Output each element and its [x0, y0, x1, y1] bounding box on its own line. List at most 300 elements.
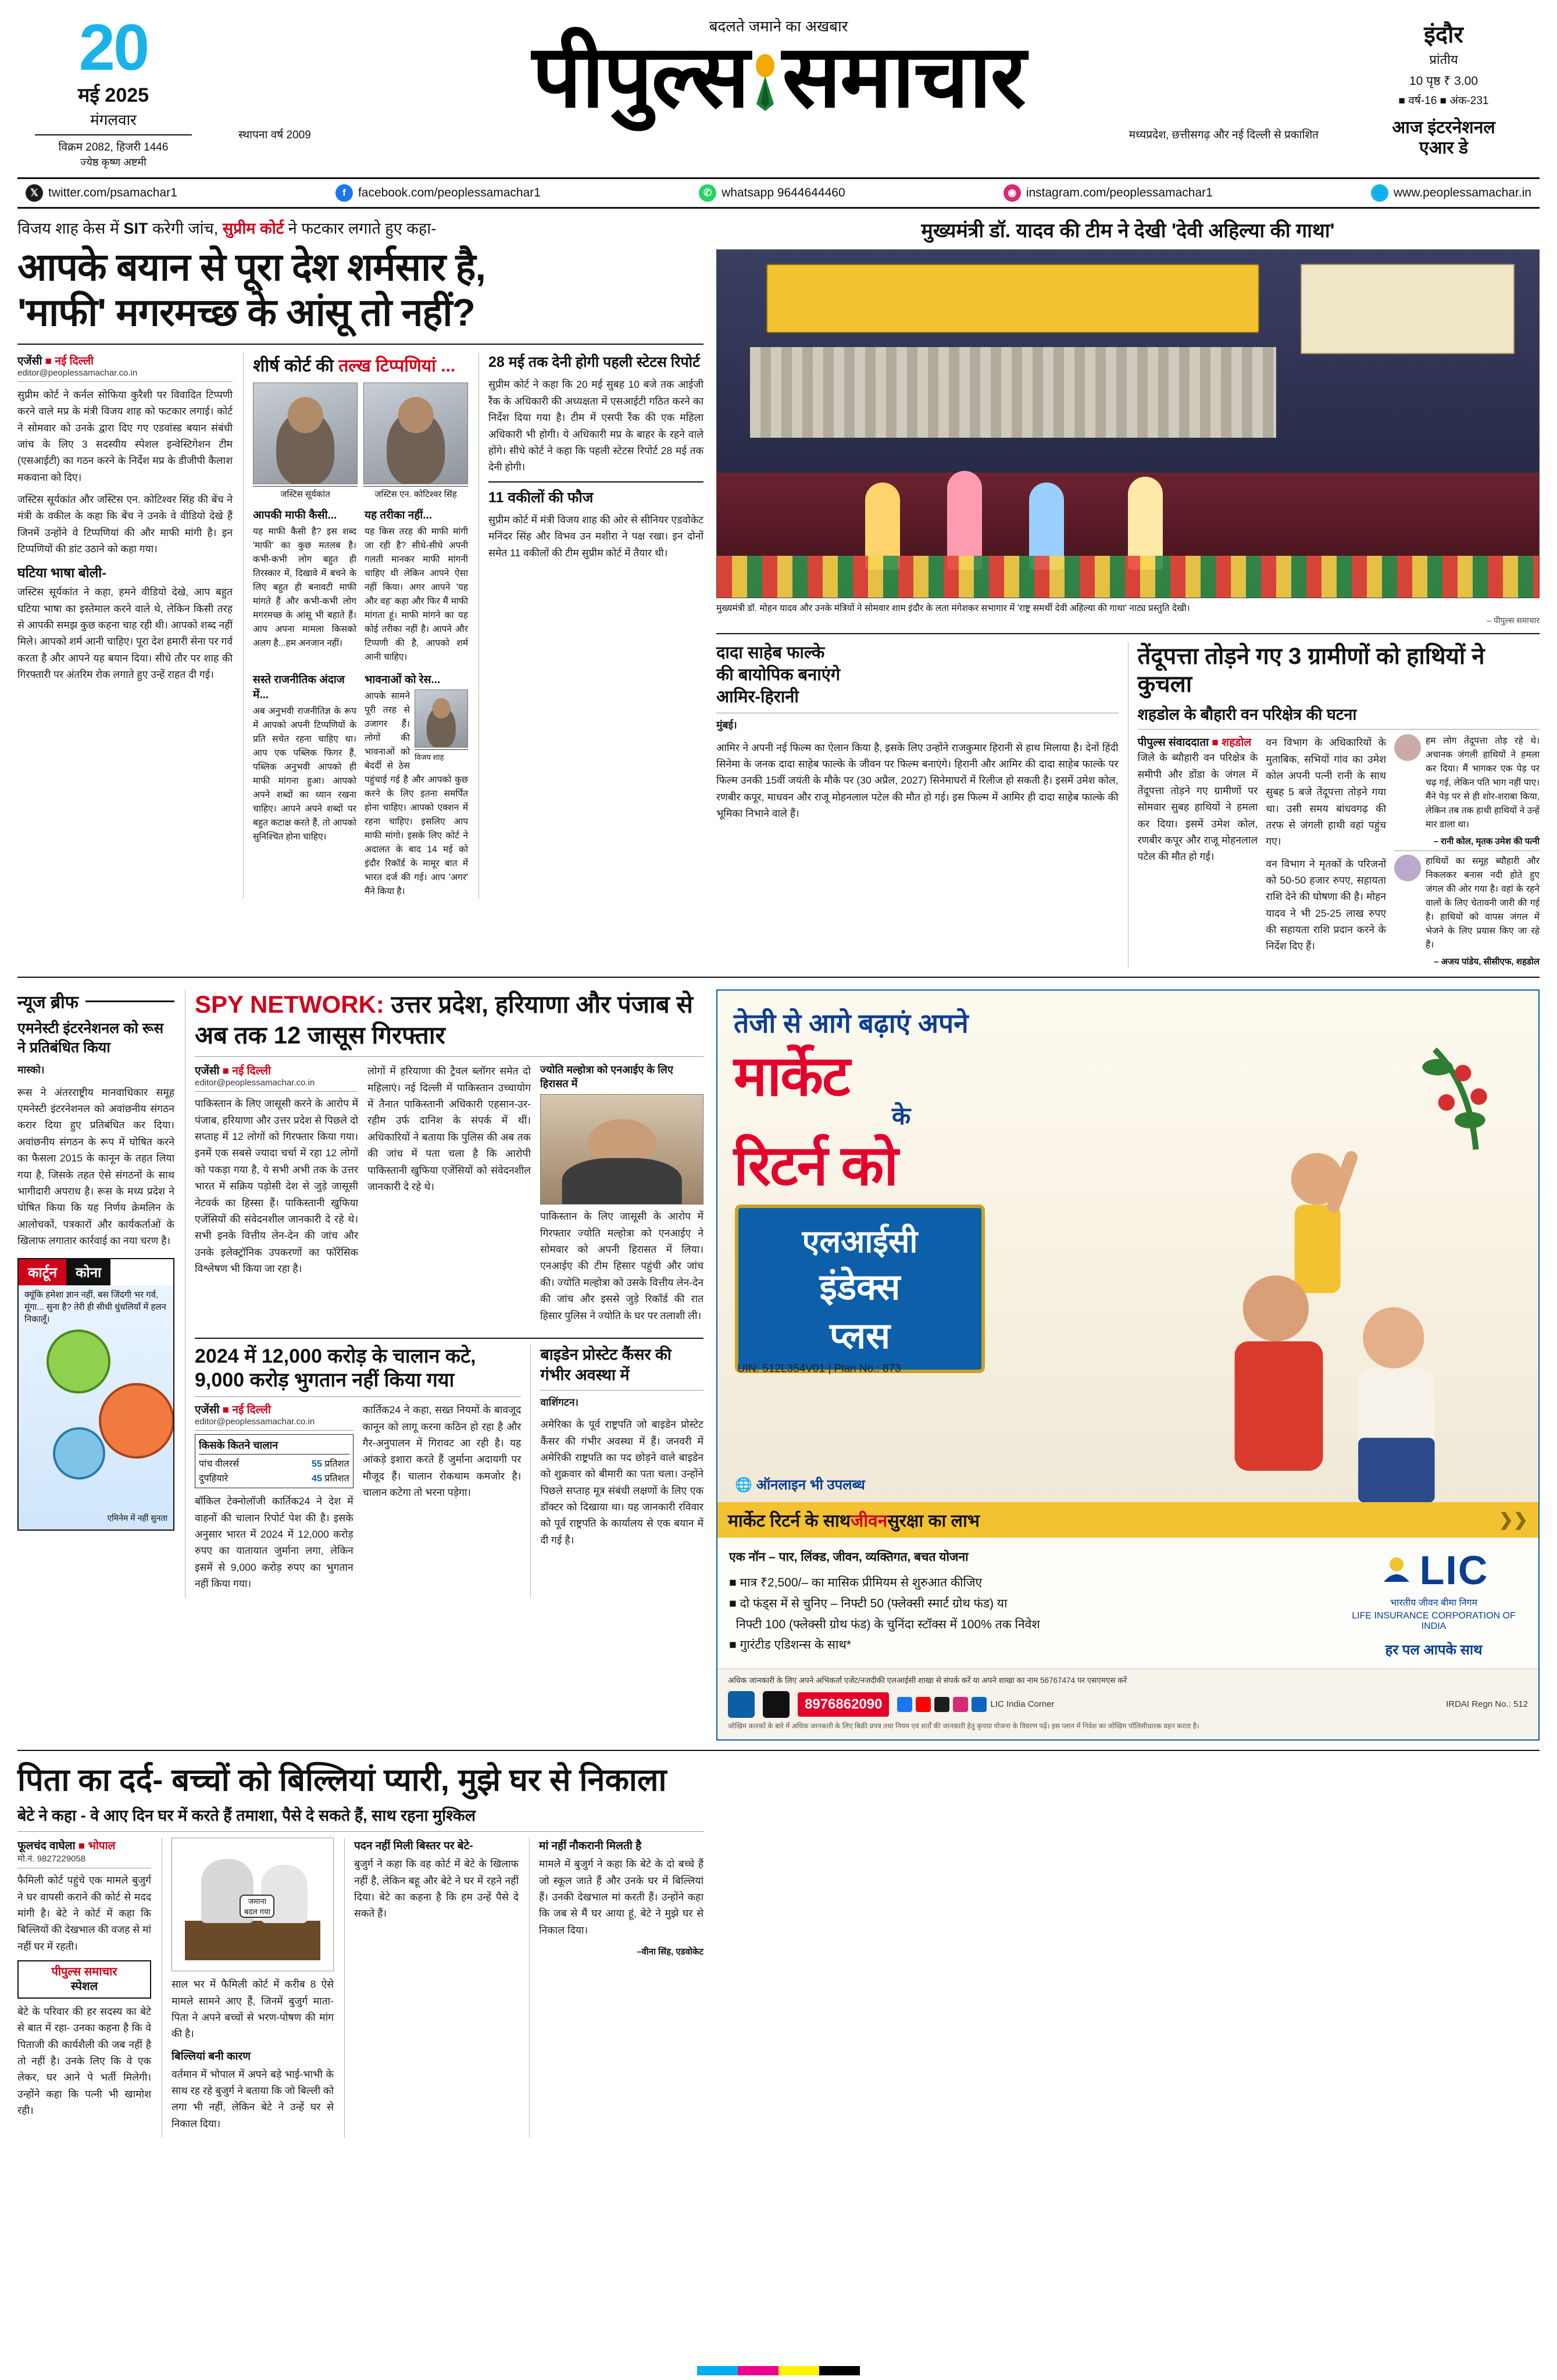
father-body-5	[539, 1856, 703, 1938]
divider	[17, 1831, 703, 1832]
ad-return-word: रिटर्न को	[734, 1135, 898, 1198]
divider	[1394, 850, 1540, 851]
elephants-body-1	[1138, 749, 1258, 864]
lead-byline-agency: एजेंसी	[17, 355, 42, 367]
elephants-col-1	[1138, 734, 1258, 967]
today-special	[1348, 118, 1540, 158]
biden-byline: वाशिंगटन।	[540, 1396, 579, 1409]
elephants-quote-2-text: हाथियों का समूह ब्यौहारी और निकलकर बनास नदी होते हुए जंगल की ओर गया है। वहां के रहने वालों के लिए चेतावनी जारी की गई है। हाथियों को वापस जंगल में भेजने के लिए प्रयास किए जा रहे हैं।	[1426, 856, 1540, 950]
twitter-icon[interactable]	[934, 1697, 949, 1712]
news-brief-body	[17, 1062, 174, 1249]
challan-body-2	[363, 1402, 522, 1500]
lead-text-column	[17, 353, 233, 899]
court-quote-2	[365, 507, 468, 664]
news-brief-story-head: एमनेस्टी इंटरनेशनल को रूस ने प्रतिबंधित किया	[17, 1020, 164, 1056]
father-subhead-1: बिल्लियां बनी कारण	[172, 2050, 251, 2063]
father-text-4: बेटे के परिवार की हर सदस्य का बेटे से बात में रहा- उनका कहना है कि वे पिताजी की कार्यशैली की जब नहीं है तो नहीं है। उनके लिए कि वे एक लेकर, घर आने पे भर्ती मिलेगी। उन्होंने कहा कि पत्नी भी खामोश रही।	[17, 2005, 151, 2116]
biden-text: अमेरिका के पूर्व राष्ट्रपति जो बाइडेन प्रोस्टेट कैंसर की गंभीर अवस्था में हैं। जनवरी में अमेरिकी राष्ट्रपति का पद छोड़ने वाले बाइडेन को शुक्रवार को बीमारी का पता चला। उन्होंने पिछले सप्ताह मूत्र संबंधी लक्षणों के लिए एक डॉक्टर को दिखाया था। यह जानकारी रविवार को पूर्व राष्ट्रपति के कार्यालय से एक बयान में दी गई है।	[540, 1418, 703, 1546]
father-mobile: मो.नं. 9827229058	[17, 1854, 86, 1864]
lic-logo-row	[1341, 1547, 1527, 1593]
special-stamp-line2: स्पेशल	[70, 1979, 98, 1993]
biden-block	[530, 1345, 703, 1598]
biden-body	[540, 1394, 703, 1548]
lead-headline	[17, 245, 703, 335]
linkedin-icon[interactable]	[972, 1697, 987, 1712]
pages-and-price: 10 पृष्ठ ₹ 3.00	[1409, 74, 1479, 88]
ad-bullet-3: गुारंटीड एडिशन्स के साथ*	[740, 1638, 852, 1652]
cm-event-photo	[716, 249, 1540, 598]
divider	[195, 1396, 521, 1397]
lead-body-p1: सुप्रीम कोर्ट ने कर्नल सोफिया कुरैशी पर विवादित टिप्पणी करने वाले मप्र के मंत्री विजय शाह को फटकार लगाई। कोर्ट ने सोमवार को उनके द्वारा दिए गए एडवांस्ड बयान संबंधी जांच के लिए 3 सदस्यीय स्पेशल इन्वेस्टिगेशन टीम (एसआईटी) का गठन करने के निर्देश मप्र के डीजीपी कैलाश मकवाना को दिए।	[17, 388, 233, 483]
list-item: ■ गुारंटीड एडिशन्स के साथ*	[729, 1638, 852, 1652]
father-columns	[17, 1838, 703, 2138]
cartoon-header	[19, 1259, 173, 1285]
spy-body-2	[367, 1063, 531, 1195]
lead-body-p3: जस्टिस सूर्यकांत ने कहा, हमने वीडियो देखे, आप बहुत घटिया भाषा का इस्तेमाल करने वाले थे, लेकिन किसी तरह से आपकी समझ कुछ कहना चाह रही थी। आपको शब्द नहीं मिले। आपको शर्म आनी चाहिए। पूरा देश हमारी सेना पर गर्व करता है और आपने यह बयान दिया। सीधे तौर पर शाह की गिरफ्तारी पर अंतरिम रोक लगाते हुए उन्हें राहत दी गई।	[17, 586, 233, 681]
elephants-byline-agency: पीपुल्स संवाददाता	[1137, 737, 1209, 749]
masthead-date-block	[17, 11, 209, 169]
divider	[1138, 729, 1540, 730]
dada-saheb-text: आमिर ने अपनी नई फिल्म का ऐलान किया है, इसके लिए उन्होंने राजकुमार हिरानी से हाथ मिलाया है। देनों हिंदी सिनेमा के जनक दादा साहेब फाल्के के जीवन पर फिल्म बनाएंगे। हिरानी और आमिर की दादा साहेब फाल्के पर फिल्म उनकी 15वीं जयंती के मौके पर (30 अप्रैल, 2027) सिनेमाघरों में रिलीज हो सकती है। इसमें उमेश कोल, रणबीर कपूर, माधवन और राजू मोहनलाल पटेल की मौत हो गई। इस फिल्म में आमिर ही दादा साहेब फाल्के की भूमिका निभाने वाले हैं।	[716, 741, 1119, 820]
facebook-icon[interactable]	[897, 1697, 912, 1712]
ad-strip-red: जीवन	[850, 1511, 888, 1531]
father-body-1	[17, 1872, 151, 1954]
challan-table	[195, 1434, 353, 1488]
lead-kicker-3: ने फटकार लगाते हुए कहा-	[284, 219, 437, 237]
ad-phone-number[interactable]: 8976862090	[798, 1692, 889, 1717]
status-report-block	[478, 353, 703, 899]
divider	[85, 1000, 174, 1002]
lead-kicker-1: विजय शाह केस में	[17, 219, 124, 237]
virus-shape	[53, 1427, 105, 1480]
elephants-byline-location: शहडोल	[1222, 737, 1252, 749]
ad-container	[716, 989, 1540, 1741]
editions-line: मध्यप्रदेश, छत्तीसगढ़ और नई दिल्ली से प्रकाशित	[1129, 129, 1319, 141]
chevron-right-icon: ❯❯	[1498, 1510, 1528, 1530]
color-registration-bar	[697, 2366, 860, 2375]
court-quotes-row-2	[253, 671, 468, 899]
father-byline-author: फूलचंद वाघेला	[17, 1840, 76, 1853]
lead-body	[17, 387, 233, 557]
cartoon-caption: क्यूंकि हमेशा ज्ञान नहीं, बस जिंदगी भर गर्व, मूंगा... सुना है? तेरी ही सीधी धुंधलियाँ में हलन निकालूँ।	[24, 1290, 166, 1325]
dada-saheb-head-2: की बायोपिक बनाएंगे	[716, 665, 841, 684]
father-byline-location: भोपाल	[88, 1840, 116, 1853]
dada-saheb-story	[716, 642, 1119, 967]
masthead-meta	[215, 127, 1342, 142]
divider	[488, 481, 703, 483]
elephants-head: तेंदूपत्ता तोड़ने गए 3 ग्रामीणों को हाथियों ने कुचला	[1137, 644, 1485, 698]
mid-left-column	[17, 989, 703, 1741]
cm-photo-caption: मुख्यमंत्री डॉ. मोहन यादव और उनके मंत्रियों ने सोमवार शाम इंदौर के लता मंगेशकर सभागार में 'राष्ट्र समर्थी देवी अहिल्या की गाथा' नाट्य प्रस्तुति देखी।	[716, 603, 1190, 613]
elephants-deck: शहडोल के बौहारी वन परिक्षेत्र की घटना	[1137, 706, 1357, 724]
today-special-line2: एआर डे	[1419, 138, 1468, 158]
challan-row-1-label: दुपहियारे	[199, 1474, 228, 1484]
lead-kicker	[17, 218, 703, 239]
minister-name: विजय शाह	[415, 749, 468, 762]
ad-uin-plan: UIN: 512L354V01 | Plan No.: 873	[737, 1363, 901, 1375]
challan-row-0-value: 55	[312, 1459, 322, 1470]
news-brief-byline: मास्को।	[17, 1064, 45, 1076]
father-body-3	[172, 2066, 334, 2132]
spy-network-block	[185, 989, 703, 1598]
spy-email: editor@peoplessamachar.co.in	[195, 1078, 315, 1088]
challan-head: 2024 में 12,000 करोड़ के चालान कटे, 9,000 करोड़ भुगतान नहीं किया गया	[195, 1345, 476, 1391]
social-website-label: www.peoplessamachar.in	[1394, 185, 1531, 199]
color-swatch-cyan	[697, 2366, 738, 2375]
challan-table-head: किसके कितने चालान	[199, 1438, 349, 1455]
father-col-3	[344, 1838, 519, 2138]
ad-family-illustration	[1095, 1032, 1538, 1503]
ad-social-icons	[897, 1697, 1054, 1712]
elephants-text-1: जिले के ब्यौहारी वन परिक्षेत्र के समीपी और डोंडा के जंगल में तेंदूपत्ता तोड़ने गए ग्रामीणों पर सोमवार सुबह हाथियों ने हमला कर दिया। इसमें उमेश कोल, रणबीर कपूर और राजू मोहनलाल पटेल की मौत हो गई।	[1137, 752, 1258, 863]
cartoon-tab-1: कार्टून	[19, 1259, 66, 1285]
ad-online-line	[735, 1475, 865, 1494]
court-quote-3-head: सस्ते राजनीतिक अंदाज में...	[253, 674, 345, 702]
elephants-body-2	[1266, 734, 1386, 954]
challan-byline-agency: एजेंसी	[195, 1404, 220, 1417]
masthead-edition-block	[1348, 15, 1540, 158]
spy-col-1	[195, 1063, 358, 1329]
challan-byline: एजेंसी ■ नई दिल्ली	[195, 1404, 271, 1417]
masthead-title-block	[209, 15, 1348, 142]
ad-benefit-strip	[717, 1502, 1538, 1538]
lic-tagline: हर पल आपके साथ	[1385, 1642, 1483, 1659]
ad-bullet-list	[729, 1547, 1331, 1659]
lead-body-2	[17, 584, 233, 682]
father-deck: बेटे ने कहा - वे आए दिन घर में करते हैं तमाशा, पैसे दे सकते हैं, साथ रहना मुश्किल	[17, 1807, 476, 1825]
ad-market-word: मार्केट	[734, 1045, 849, 1108]
social-instagram-label: instagram.com/peoplessamachar1	[1026, 185, 1213, 199]
spy-columns	[195, 1063, 703, 1329]
lic-brand-block	[1341, 1547, 1527, 1659]
ad-badge-line2: इंडेक्स	[819, 1267, 901, 1308]
lawyers-body	[488, 512, 703, 561]
globe-icon: 🌐	[1371, 184, 1388, 202]
instagram-icon[interactable]	[953, 1697, 968, 1712]
father-col-4	[529, 1838, 703, 2138]
challan-biden-row	[195, 1345, 703, 1598]
event-banner	[766, 264, 1259, 334]
spy-col-2	[367, 1063, 531, 1329]
court-quote-1-head: आपकी माफी कैसी...	[253, 509, 337, 521]
dada-saheb-body	[716, 717, 1119, 821]
virus-shape	[99, 1383, 173, 1459]
divider	[540, 1390, 703, 1391]
ad-details	[717, 1538, 1538, 1668]
date-month-year: मई 2025	[77, 84, 149, 106]
lead-subhead: घटिया भाषा बोली-	[17, 565, 106, 581]
spy-byline-location: नई दिल्ली	[232, 1065, 271, 1078]
spy-subhead: ज्योति मल्होत्रा को एनआईए के लिए हिरासत में	[540, 1064, 673, 1090]
ad-bullet-1: दो फंड्स में से चुनिए – निफ्टी 50 (फ्लेक्सी स्मार्ट ग्रोथ फंड) या	[740, 1596, 1008, 1610]
social-instagram[interactable]	[1004, 184, 1213, 202]
elephants-col-2	[1266, 734, 1386, 967]
social-facebook[interactable]	[335, 184, 541, 202]
ad-artwork	[717, 991, 1538, 1502]
tithi: ज्येष्ठ कृष्ण अष्टमी	[80, 156, 147, 168]
elephants-story	[1128, 642, 1540, 967]
father-signature: –वीना सिंह, एडवोकेट	[637, 1946, 703, 1957]
challan-columns	[195, 1402, 521, 1598]
ad-tagline: तेजी से आगे बढ़ाएं अपने	[734, 1008, 969, 1039]
lawyers-text: सुप्रीम कोर्ट में मंत्री विजय शाह की ओर से सीनियर एडवोकेट मनिंदर सिंह और विभव उन मशीरा ने पक्ष रखा। इन दोनों समेत 11 वकीलों की टीम सुप्रीम कोर्ट में तैयार थी।	[488, 514, 703, 559]
vikram-samvat: विक्रम 2082, हिजरी 1446	[58, 141, 169, 153]
spy-byline: एजेंसी ■ नई दिल्ली	[195, 1065, 271, 1078]
challan-byline-location: नई दिल्ली	[232, 1404, 271, 1417]
challan-col-2	[363, 1402, 522, 1598]
court-quote-3	[253, 671, 356, 899]
judge-photo-icon	[253, 383, 358, 484]
date-number: 20	[78, 11, 148, 84]
divider	[17, 1750, 1540, 1751]
social-twitter-label: twitter.com/psamachar1	[48, 185, 177, 199]
ad-ke-word: के	[892, 1102, 911, 1130]
social-bar	[17, 177, 1540, 209]
lead-headline-line2: 'माफी' मगरमच्छ के आंसू तो नहीं?	[17, 291, 475, 334]
lead-byline: एजेंसी ■ नई दिल्ली	[17, 355, 94, 367]
list-item: ■ मात्र ₹2,500/– का मासिक प्रीमियम से शुरुआत कीजिए	[729, 1576, 983, 1590]
today-special-line1: आज इंटरनेशनल	[1392, 118, 1495, 137]
lawyers-head: 11 वकीलों की फौज	[488, 489, 594, 506]
audience-seats	[750, 347, 1276, 437]
mid-left-row	[17, 989, 703, 1598]
event-side-banner	[1301, 264, 1515, 354]
ad-footer-row	[728, 1691, 1528, 1718]
father-text-3: वर्तमान में भोपाल में अपने बड़े भाई-भाभी के साथ रह रहे बुजुर्ग ने बताया कि जो बिल्ली को लगा भी नहीं, लेकिन बेटे ने उन्हें घर से निकाल दिया।	[172, 2068, 334, 2129]
spy-text-3: पाकिस्तान के लिए जासूसी के आरोप में गिरफ्तार ज्योति मल्होत्रा को एनआईए ने सोमवार को अपनी हिरासत में लिया। एनआईए की टीम हिसार पहुंची और जांच की। ज्योति मल्होत्रा को उसके वित्तीय लेन-देन की जांच और इससे जुड़े रिकॉर्ड की रात हिसार पुलिस ने ज्योति के घर पर तलाशी ली।	[540, 1210, 703, 1321]
spy-byline-agency: एजेंसी	[195, 1065, 220, 1078]
challan-text-2: कार्तिक24 ने कहा, सख्त नियमों के बावजूद कानून को लागू करना कठिन हो रहा है और गैर-अनुपालन में गिरावट आ रही है। यह आंकड़े इशारा करते हैं जुर्माना अदायगी पर मौजूद हैं। चालान रोकथाम कमजोर है। चालान कटेगा तो भरना पड़ेगा।	[362, 1404, 522, 1499]
divider	[716, 633, 1540, 634]
cartoon-artwork	[19, 1285, 173, 1530]
qr-code-icon	[763, 1691, 790, 1718]
father-subhead-2: पदन नहीं मिली बिस्तर पर बेटे-	[354, 1840, 473, 1853]
lead-kicker-bold: SIT	[123, 219, 148, 237]
judge-portrait-1	[253, 383, 358, 500]
court-quote-2-text: यह किस तरह की माफी मांगी जा रही है? सीधे-सीधे अपनी गलती मानकर माफी मांगनी चाहिए थी लेकिन आपने ऐसा नहीं किया। अगर आपने 'यह और वह' कहा और फिर मैं माफी मांगता हूं। माफी मांगने का यह कोई तरीका नहीं है। आपने और टिप्पणी की है, आपको शर्म आनी चाहिए।	[365, 526, 468, 663]
challan-row-1-value: 45	[312, 1474, 322, 1484]
court-quote-3-text: अब अनुभवी राजनीतिज्ञ के रूप में आपको अपनी टिप्पणियों के प्रति सचेत रहना चाहिए था। आप एक पब्लिक फिगर हैं, पब्लिक अनुभवी आपको ही माफी मांगना हुआ। आपको अपने शब्दों का ध्यान रखना चाहिए। आपने अपने शब्दों पर बहुत कटाक्ष करते हैं, तो आपको सुनिश्चित होना चाहिए।	[253, 706, 356, 842]
court-remarks-head-1: शीर्ष कोर्ट की	[253, 356, 339, 376]
divider	[35, 134, 192, 135]
challan-block	[195, 1345, 521, 1598]
spy-headline-rest: उत्तर प्रदेश, हरियाणा और पंजाब से अब तक 12 जासूस गिरफ्तार	[195, 991, 693, 1049]
cartoon-tab-2: कोना	[66, 1259, 110, 1285]
social-whatsapp[interactable]	[699, 184, 845, 202]
table-row	[199, 1471, 349, 1484]
challan-text-1: बॉकिल टेक्नोलॉजी कार्तिक24 ने देश में वाहनों की चालान रिपोर्ट पेश की है। इसके अनुसार भारत में 2024 में 12,000 करोड़ रुपए का यातायात जुर्माना लगा, लेकिन इसमें से 9,000 करोड़ रुपए का भुगतान नहीं किया गया।	[195, 1495, 353, 1590]
right-column-top	[716, 218, 1540, 968]
father-head: पिता का दर्द- बच्चों को बिल्लियां प्यारी, मुझे घर से निकाला	[17, 1763, 667, 1798]
facebook-icon: f	[335, 184, 353, 202]
virus-shape	[47, 1330, 110, 1393]
cartoon-signature: एमिनेम में नहीं सुनता	[107, 1513, 167, 1523]
elephants-quotes	[1394, 734, 1540, 967]
challan-row-1-unit: प्रतिशत	[324, 1474, 349, 1484]
divider	[17, 344, 703, 345]
special-stamp-line1: पीपुल्स समाचार	[51, 1965, 117, 1978]
divider	[195, 1056, 703, 1057]
elephants-quote-1-author: – रानी कोल, मृतक उमेश की पत्नी	[1433, 837, 1540, 847]
spy-body-1	[195, 1095, 358, 1277]
whatsapp-icon: ✆	[699, 184, 716, 202]
dada-saheb-head	[716, 642, 1119, 708]
lic-logo-text: LIC	[1419, 1548, 1489, 1593]
dada-saheb-head-3: आमिर-हिरानी	[716, 687, 799, 706]
edition-city: इंदौर	[1424, 22, 1463, 48]
father-text-5: बुजुर्ग ने कहा कि वह कोर्ट में बेटे के खिलाफ नहीं है, लेकिन बहू और बेटे ने घर में रहने नहीं दिया। बेटे का कहना है कि हम उन्हें पैसे दे सकते हैं।	[354, 1858, 519, 1920]
challan-email: editor@peoplessamachar.co.in	[195, 1417, 315, 1427]
judge-name-2: जस्टिस एन. कोटिश्वर सिंह	[363, 486, 468, 500]
bottom-right-spacer	[716, 1761, 1540, 2138]
elephants-quote-1	[1394, 734, 1540, 832]
spy-col-3	[540, 1063, 703, 1329]
news-brief-text: रूस ने अंतरराष्ट्रीय मानवाधिकार समूह एमनेस्टी इंटरनेशनल को अवांछनीय संगठन करार दिया हुए प्रतिबंधित कर दिया। अवांछनीय संगठन के रूप में घोषित करने का फैसला 2015 के कानून के तहत लिया गया है, जिसके तहत ऐसे संगठनों के साथ भागीदारी अपराध है। रूस के मध्य प्रदेश ने घोषित किया कि यह निर्णय क्रेमलिन के आलोचकों, पत्रकारों और कार्यकर्ताओं के खिलाफ लगातार कार्रवाई का नया चरण है।	[17, 1086, 174, 1246]
divider	[195, 1430, 353, 1431]
ad-strip-1: मार्केट रिटर्न के साथ	[728, 1511, 851, 1531]
elephants-quote-2	[1394, 855, 1540, 952]
news-brief-title: न्यूज ब्रीफ	[17, 993, 78, 1013]
lead-kicker-2: करेगी जांच,	[148, 219, 223, 237]
cartoon-box	[17, 1258, 174, 1531]
dada-saheb-byline: मुंबई।	[716, 719, 737, 731]
lead-story	[17, 218, 703, 968]
cm-photo-credit: – पीपुल्स समाचार	[1487, 616, 1540, 626]
elephants-quote-2-author: – अजय पांडेय, सीसीएफ, शहडोल	[1434, 957, 1540, 967]
lead-kicker-red: सुप्रीम कोर्ट	[222, 219, 284, 237]
court-remarks-block	[243, 353, 468, 899]
edition-region: प्रांतीय	[1429, 52, 1458, 67]
lead-columns	[17, 353, 703, 899]
paper-title-right: समाचार	[782, 27, 1025, 125]
father-body-2	[172, 1976, 334, 2042]
ad-irda-regn: IRDAI Regn No.: 512	[1446, 1699, 1528, 1710]
ad-product-badge	[735, 1205, 985, 1373]
status-report-body	[488, 376, 703, 475]
father-col-2	[162, 1838, 334, 2138]
twitter-icon: 𝕏	[26, 184, 43, 202]
lead-body-p2: जस्टिस सूर्यकांत और जस्टिस एन. कोटिश्वर सिंह की बेंच ने मंत्री के वकील के कहा कि बेंच ने उनके वे वीडियो देखे हैं जिनमें उन्होंने वे टिप्पणियां की और माफी मांगी है। इन टिप्पणियों की डांट उठाने को कहा गया।	[17, 494, 233, 555]
paper-title-left: पीपुल्स	[532, 27, 749, 125]
father-subhead-3: मां नहीं नौकरानी मिलती है	[539, 1840, 642, 1853]
ad-social-label: LIC India Corner	[990, 1699, 1055, 1710]
social-whatsapp-label: whatsapp 9644644460	[722, 185, 845, 199]
qr-code-icon	[728, 1691, 755, 1718]
ad-bullets-head: एक नॉन – पार, लिंक्ड, जीवन, व्यक्तिगत, बचत योजना	[729, 1550, 969, 1564]
ad-bullet-2: निफ्टी 100 (फ्लेक्सी ग्रोथ फंड) के चुनिंदा स्टॉक्स में 100% तक निवेश	[735, 1617, 1040, 1631]
ad-badge-line1: एलआईसी	[802, 1224, 918, 1260]
lead-byline-location: नई दिल्ली	[55, 355, 94, 367]
judge-portraits	[253, 383, 468, 500]
dada-saheb-head-1: दादा साहेब फाल्के	[716, 644, 825, 663]
ad-footer	[717, 1668, 1538, 1739]
founded-year: स्थापना वर्ष 2009	[238, 129, 311, 141]
color-swatch-yellow	[779, 2366, 819, 2375]
challan-body-1	[195, 1493, 353, 1592]
lic-sub-english: LIFE INSURANCE CORPORATION OF INDIA	[1352, 1611, 1516, 1632]
court-quote-4-text: आपके सामने पूरी तरह से उजागर हैं। लोगों की भावनाओं को बेदर्दी से ठेस पहुंचाई गई है और आपको कुछ करने के लिए इतना समर्पित होना चाहिए। आपको एक्शन में रहना चाहिए। इसलिए आप माफी मांगो। इसके लिए कोर्ट ने अदालत के बाद 14 मई को इंदौर रिकॉर्ड के मामूर बात में भारत दर्ज की गई। आप 'अगर' मैंने किया है।	[365, 691, 468, 897]
status-report-head: 28 मई तक देनी होगी पहली स्टेटस रिपोर्ट	[488, 353, 700, 370]
judge-photo-icon	[363, 383, 468, 484]
court-quote-1-text: यह माफी कैसी है? इस शब्द 'माफी' का कुछ मतलब है। कभी-कभी लोग बहुत ही तिरस्कार में, दिखावे में बचने के लिए बहुत ही बनावटी माफी मांगते हैं और कभी-कभी लोग मगरमच्छ के आंसू भी बहाते हैं। आप अपना मामला किसको अलग है...हम अनजान नहीं।	[253, 526, 356, 649]
ad-online-label: ऑनलाइन भी उपलब्ध	[756, 1477, 865, 1493]
ad-strip-2: सुरक्षा का लाभ	[887, 1511, 980, 1531]
list-item: ■ दो फंड्स में से चुनिए – निफ्टी 50 (फ्लेक्सी स्मार्ट ग्रोथ फंड) या	[729, 1596, 1008, 1610]
minister-photo-icon	[415, 689, 468, 748]
court-quote-1	[253, 507, 356, 664]
avatar	[1394, 734, 1421, 761]
father-body-1b	[17, 2003, 151, 2118]
father-byline: फूलचंद वाघेला ■ भोपाल	[17, 1840, 116, 1853]
challan-row-0-label: पांच वीलरर्स	[199, 1459, 240, 1470]
spy-text-1: पाकिस्तान के लिए जासूसी करने के आरोप में पंजाब, हरियाणा और उत्तर प्रदेश से पिछले दो सप्ताह में 12 लोगों को गिरफ्तार किया गया। इनमें एक सबसे ज्यादा चर्चा में रहा 12 लोगों को पकड़ा गया है, ये सभी अभी तक के उत्तर भारत में सक्रिय पड़ोसी देश से जुड़े जासूसी नेटवर्क का हिस्सा हैं। पाकिस्तानी खुफिया एजेंसियों की संवेदनशील जानकारी दे रहे थे। सभी इनके वित्तीय लेन-देन की जांच और उनके इलेक्ट्रॉनिक उपकरणों का फॉरेंसिक विश्लेषण भी किया जा रहा है।	[195, 1098, 358, 1274]
court-quote-4-head: भावनाओं को रेस...	[365, 674, 441, 687]
divider	[17, 977, 1540, 978]
news-brief-head	[17, 989, 174, 1013]
news-brief-block	[17, 989, 174, 1598]
cm-photo-headline: मुख्यमंत्री डॉ. यादव की टीम ने देखी 'देवी अहिल्या की गाथा'	[921, 219, 1335, 242]
elephants-byline: पीपुल्स संवाददाता ■ शहडोल	[1137, 737, 1252, 749]
avatar	[1394, 855, 1421, 881]
elephants-text-3: वन विभाग ने मृतकों के परिजनों को 50-50 हजार रुपए, सहायता राशि देने की घोषणा की है। मोहन यादव ने भी 25-25 लाख रुपए की सहायता राशि प्रदान करने के निर्देश दिए हैं।	[1266, 857, 1386, 952]
color-swatch-black	[819, 2366, 860, 2375]
spy-text-2: लोगों में हरियाणा की ट्रैवल ब्लॉगर समेत दो महिलाएं। नई दिल्ली में पाकिस्तान उच्चायोग में तैनात पाकिस्तानी अधिकारी एहसान-उर-रहीम उर्फ दानिश के संपर्क में थीं। अधिकारियों ने बताया कि पुलिस की अब तक की जांच में पता चला है कि आरोपी पाकिस्तानी खुफिया एजेंसियों को संवेदनशील जानकारी दे रहे थे।	[367, 1065, 531, 1192]
youtube-icon[interactable]	[916, 1697, 931, 1712]
elephant-story-block	[716, 642, 1540, 967]
lic-advertisement[interactable]	[716, 989, 1540, 1741]
social-website[interactable]	[1371, 184, 1531, 202]
instagram-icon: ◉	[1004, 184, 1021, 202]
lic-hands-icon	[1379, 1552, 1414, 1589]
elephants-columns	[1138, 734, 1540, 967]
globe-icon: 🌐	[735, 1477, 752, 1493]
divider	[195, 1338, 703, 1339]
father-body-4	[354, 1856, 519, 1921]
challan-col-1	[195, 1402, 353, 1598]
masthead-tagline: बदलते जमाने का अखबार	[709, 17, 848, 35]
judge-name-1: जस्टिस सूर्यकांत	[253, 486, 358, 500]
ad-bullet-0: मात्र ₹2,500/– का मासिक प्रीमियम से शुरुआत कीजिए	[740, 1576, 983, 1590]
challan-row-0-unit: प्रतिशत	[324, 1459, 349, 1470]
court-remarks-head-red: तल्ख टिप्पणियां ...	[338, 356, 456, 376]
lead-email: editor@peoplessamachar.co.in	[17, 367, 138, 378]
status-report-text: सुप्रीम कोर्ट ने कहा कि 20 मई सुबह 10 बजे तक आईजी रैंक के अधिकारी की अध्यक्षता में एसआईटी गठित करने का निर्देश दिया गया है। टीम में एसपी रैंक की एक महिला अधिकारी भी होगी। ये अधिकारी मप्र के बाहर के रहने वाले होंगे। सीधे कोर्ट ने कहा कि पहली स्टेटस रिपोर्ट 28 मई तक देनी होगी।	[488, 378, 703, 473]
minister-photo-box	[415, 689, 468, 762]
judge-portrait-2	[363, 383, 468, 500]
mid-band	[17, 989, 1540, 1741]
lic-sub-hindi: भारतीय जीवन बीमा निगम	[1390, 1598, 1478, 1609]
father-text-1: फैमिली कोर्ट पहुंचे एक मामले बुजुर्ग ने घर वापसी कराने की कोर्ट से मदद मांगी है। बेटे ने कोर्ट में कहा कि बिल्लियों की देखभाल की वजह से मां नहीं घर में रहती।	[17, 1874, 151, 1952]
court-quotes-row-1	[253, 507, 468, 664]
color-swatch-magenta	[738, 2366, 779, 2375]
father-story	[17, 1761, 703, 2138]
bottom-band	[17, 1761, 1540, 2138]
biden-head: बाइडेन प्रोस्टेट कैंसर की गंभीर अवस्था में	[540, 1345, 672, 1384]
elephants-text-2: वन विभाग के अधिकारियों के मुताबिक, सभियों गांव का उमेश कोल अपनी पत्नी रानी के साथ सुबह 5 बजे तेंदूपत्ता तोड़ने गया था। उसी समय बांधवगढ़ की तरफ से जंगली हाथी वहां पहुंच गए।	[1266, 737, 1386, 848]
masthead	[17, 11, 1540, 169]
elephants-quote-1-text: हम लोग तेंदूपत्ता तोड़ रहे थे। अचानक जंगली हाथियों ने हमला कर दिया। मैं भागकर एक पेड़ पर चढ़ गई, लेकिन पति भाग नहीं पाए। मैंने पेड़ पर से ही शोर-शराबा किया, लेकिन तब तक हाथी हाथियों ने उन्हें मार डाला था।	[1426, 736, 1540, 830]
spy-body-3	[540, 1208, 703, 1323]
social-twitter[interactable]	[26, 184, 177, 202]
spy-headline	[195, 989, 703, 1050]
table-row	[199, 1457, 349, 1470]
father-text-6: मामले में बुजुर्ग ने कहा कि बेटे के दो बच्चे हैं जो स्कूल जाते हैं और उनके घर में बिल्लियां हैं। उनकी देखभाल मां करती हैं। उन्होंने कहा कि जब से मैं घर आया हूं, बेटे ने मुझे घर से निकाल दिया।	[539, 1858, 703, 1936]
jyoti-photo-icon	[540, 1094, 703, 1205]
volume-issue: ■ वर्ष-16 ■ अंक-231	[1398, 95, 1489, 107]
divider	[195, 1091, 358, 1092]
top-band	[17, 218, 1540, 968]
court-remarks-head	[253, 353, 468, 377]
